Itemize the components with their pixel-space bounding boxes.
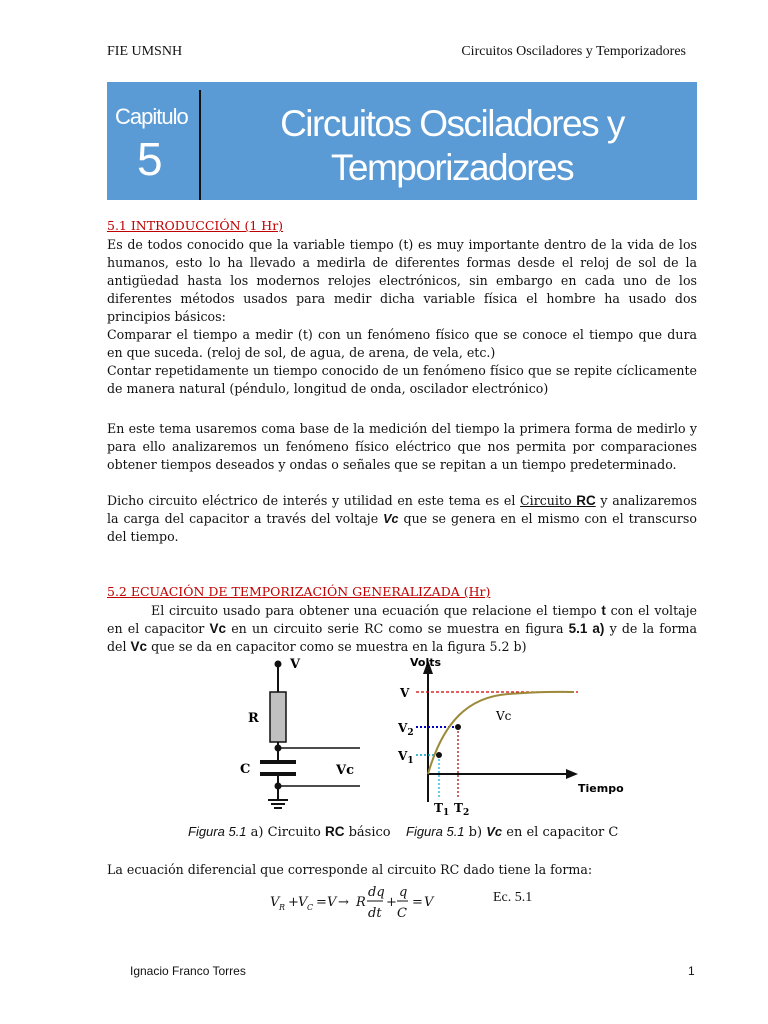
graph-label-t2: $T_2$ — [454, 801, 470, 818]
caption-a-figure: Figura 5.1 — [188, 824, 247, 839]
eqp-fig: 5.1 a) — [568, 621, 605, 636]
svg-text:+: + — [288, 895, 299, 910]
graph-curve-label: Vc — [496, 709, 512, 723]
chapter-label: Capitulo — [115, 104, 188, 129]
footer-page-number: 1 — [688, 964, 695, 978]
graph-y-label: Volts — [410, 656, 442, 669]
chapter-banner — [107, 82, 697, 200]
svg-text:V: V — [270, 895, 280, 910]
caption-b-figure: Figura 5.1 — [406, 824, 465, 839]
caption-a-text-b: básico — [344, 825, 391, 840]
svg-text:dt: dt — [368, 906, 382, 921]
svg-text:C: C — [307, 903, 314, 912]
eqp-c: en un circuito serie RC como se muestra en figura — [226, 621, 569, 636]
svg-text:R: R — [279, 903, 286, 912]
measurement-paragraph: En este tema usaremos coma base de la medición del tiempo la primera forma de medirlo y para ello analizaremos un fenómeno físico eléctrico que nos permita por comparaciones obtener tiempos deseados y ondas o señales que se repitan a un tiempo predeterminado. — [107, 421, 697, 472]
graph-label-v2: $V_2$ — [398, 721, 414, 738]
banner-divider — [199, 90, 201, 200]
rc-text-a: Dicho circuito eléctrico de interés y utilidad en este tema es el — [107, 493, 521, 508]
rc-text-b: y analizaremos la carga del capacitor a través del voltaje — [107, 493, 697, 526]
circuit-label-vc: Vc — [336, 763, 355, 778]
svg-text:V: V — [327, 895, 337, 910]
node-bottom — [275, 783, 282, 790]
eqp-e: que se da en capacitor como se muestra en la figura 5.2 b) — [147, 639, 527, 654]
svg-text:→: → — [338, 895, 349, 910]
section-heading-1: 5.1 INTRODUCCIÓN (1 Hr) — [107, 218, 284, 233]
eqp-vc: Vc — [209, 621, 227, 636]
circuit-label-c: C — [240, 762, 251, 777]
rc-circuito: Circuito — [520, 493, 577, 508]
intro-principle-2: Contar repetidamente un tiempo conocido de un fenómeno físico que se repite cíclicamente de manera natural (péndulo, longitud de onda, oscilador electrónico) — [107, 363, 697, 396]
node-mid — [275, 745, 282, 752]
caption-b-vc: Vc — [486, 824, 503, 839]
circuit-label-r: R — [248, 711, 259, 726]
svg-text:=: = — [412, 895, 423, 910]
caption-a-rc: RC — [324, 824, 345, 839]
eqp-b: con el voltaje en el capacitor — [107, 603, 698, 636]
rc-bold: RC — [576, 493, 596, 508]
rc-text-c: que se genera en el mismo con el transcurso del tiempo. — [107, 511, 697, 544]
equation-paragraph — [107, 602, 697, 656]
svg-text:V: V — [424, 895, 434, 910]
header-right: Circuitos Osciladores y Temporizadores — [461, 44, 686, 59]
svg-text:=: = — [316, 895, 327, 910]
caption-fig-a — [188, 824, 391, 840]
header-left: FIE UMSNH — [107, 44, 183, 59]
graph-label-v1: $V_1$ — [398, 749, 414, 766]
graph-x-label: Tiempo — [578, 782, 624, 795]
intro-paragraph: Es de todos conocido que la variable tiempo (t) es muy importante dentro de la vida de los humanos, esto lo ha llevado a medirla de diferentes formas desde el reloj de sol de la antigüedad hasta los modernos relojes electrónicos, sin embargo en cada uno de los diferentes métodos usados para medir dicha variable física el hombre ha usado dos principios básicos: — [107, 237, 697, 324]
node-v — [275, 661, 282, 668]
eqp-a: El circuito usado para obtener una ecuación que relacione el tiempo — [151, 603, 602, 618]
chapter-number: 5 — [137, 133, 163, 185]
equation-intro: La ecuación diferencial que corresponde al circuito RC dado tiene la forma: — [107, 862, 593, 877]
equation-5-1 — [270, 880, 470, 924]
svg-text:dq: dq — [368, 885, 385, 900]
chapter-title-line2: Temporizadores — [330, 147, 574, 188]
point-v2 — [455, 724, 461, 730]
equation-label: Ec. 5.1 — [493, 890, 533, 905]
svg-text:+: + — [386, 895, 397, 910]
svg-text:q: q — [399, 885, 408, 900]
graph-label-v: V — [400, 686, 410, 700]
intro-principle-1: Comparar el tiempo a medir (t) con un fenómeno físico que se conoce el tiempo que dura en que suceda. (reloj de sol, de agua, de arena, de vela, etc.) — [107, 327, 697, 360]
eqp-vc2: Vc — [130, 639, 148, 654]
svg-text:V: V — [298, 895, 308, 910]
caption-a-text-a: a) Circuito — [246, 825, 325, 840]
svg-text:C: C — [397, 906, 407, 921]
caption-b-text-a: b) — [464, 825, 487, 840]
vc-curve-diagram — [398, 652, 624, 822]
eqp-t: t — [601, 603, 606, 618]
intro-block — [107, 236, 697, 398]
circuit-label-v: V — [290, 657, 301, 672]
point-v1 — [436, 752, 442, 758]
rc-paragraph — [107, 492, 697, 546]
section-heading-2: 5.2 ECUACIÓN DE TEMPORIZACIÓN GENERALIZADA (Hr) — [107, 584, 491, 599]
rc-vc: Vc — [383, 512, 399, 526]
rc-link — [520, 493, 596, 508]
rc-circuit-diagram — [230, 656, 380, 816]
graph-label-t1: $T_1$ — [434, 801, 450, 818]
eqp-d: y de la forma del — [107, 621, 698, 654]
chapter-title-line1: Circuitos Osciladores y — [280, 103, 624, 144]
caption-fig-b — [406, 824, 618, 840]
chapter-title — [207, 102, 697, 190]
svg-text:R: R — [356, 895, 366, 910]
footer-author: Ignacio Franco Torres — [130, 964, 246, 978]
caption-b-text-b: en el capacitor C — [502, 825, 619, 840]
